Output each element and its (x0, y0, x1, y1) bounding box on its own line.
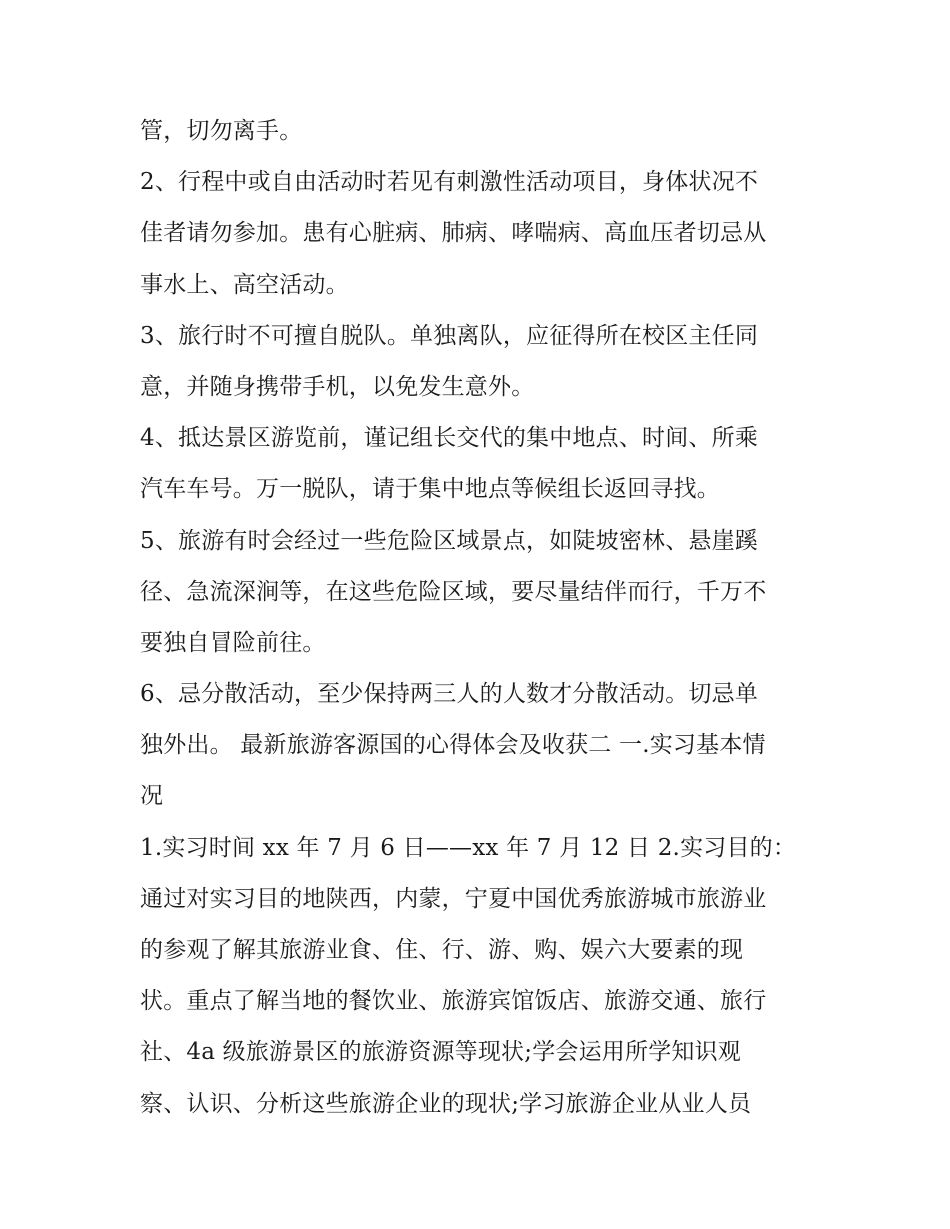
text-line: 独外出。 最新旅游客源国的心得体会及收获二 一.实习基本情 (140, 732, 766, 759)
text-line: 2、行程中或自由活动时若见有刺激性活动项目，身体状况不 (140, 169, 759, 196)
text-line: 社、4a 级旅游景区的旅游资源等现状;学会运用所学知识观 (140, 1039, 742, 1066)
text-line: 通过对实习目的地陕西，内蒙，宁夏中国优秀旅游城市旅游业 (140, 885, 767, 912)
text-line: 意，并随身携带手机，以免发生意外。 (140, 373, 535, 400)
text-line: 况 (140, 783, 164, 810)
text-line: 察、认识、分析这些旅游企业的现状;学习旅游企业从业人员 (140, 1090, 752, 1117)
text-line: 的参观了解其旅游业食、住、行、游、购、娱六大要素的现 (140, 937, 744, 963)
text-line: 径、急流深涧等，在这些危险区域，要尽量结伴而行，千万不 (140, 578, 767, 605)
text-line: 佳者请勿参加。患有心脏病、肺病、哮喘病、高血压者切忌从 (140, 220, 767, 247)
text-line: 4、抵达景区游览前，谨记组长交代的集中地点、时间、所乘 (140, 425, 759, 452)
text-line: 5、旅游有时会经过一些危险区域景点，如陡坡密林、悬崖蹊 (140, 527, 759, 554)
text-line: 1.实习时间 xx 年 7 月 6 日——xx 年 7 月 12 日 2.实习目的： (140, 834, 797, 861)
text-line: 要独自冒险前往。 (140, 629, 326, 656)
text-line: 事水上、高空活动。 (140, 271, 349, 298)
text-line: 状。重点了解当地的餐饮业、旅游宾馆饭店、旅游交通、旅行 (140, 988, 767, 1015)
text-line: 6、忌分散活动，至少保持两三人的人数才分散活动。切忌单 (140, 681, 759, 708)
text-line: 管，切勿离手。 (140, 118, 303, 144)
text-line: 3、旅行时不可擅自脱队。单独离队，应征得所在校区主任同 (140, 322, 759, 349)
document-body (140, 106, 820, 1130)
text-line: 汽车车号。万一脱队，请于集中地点等候组长返回寻找。 (140, 476, 720, 503)
